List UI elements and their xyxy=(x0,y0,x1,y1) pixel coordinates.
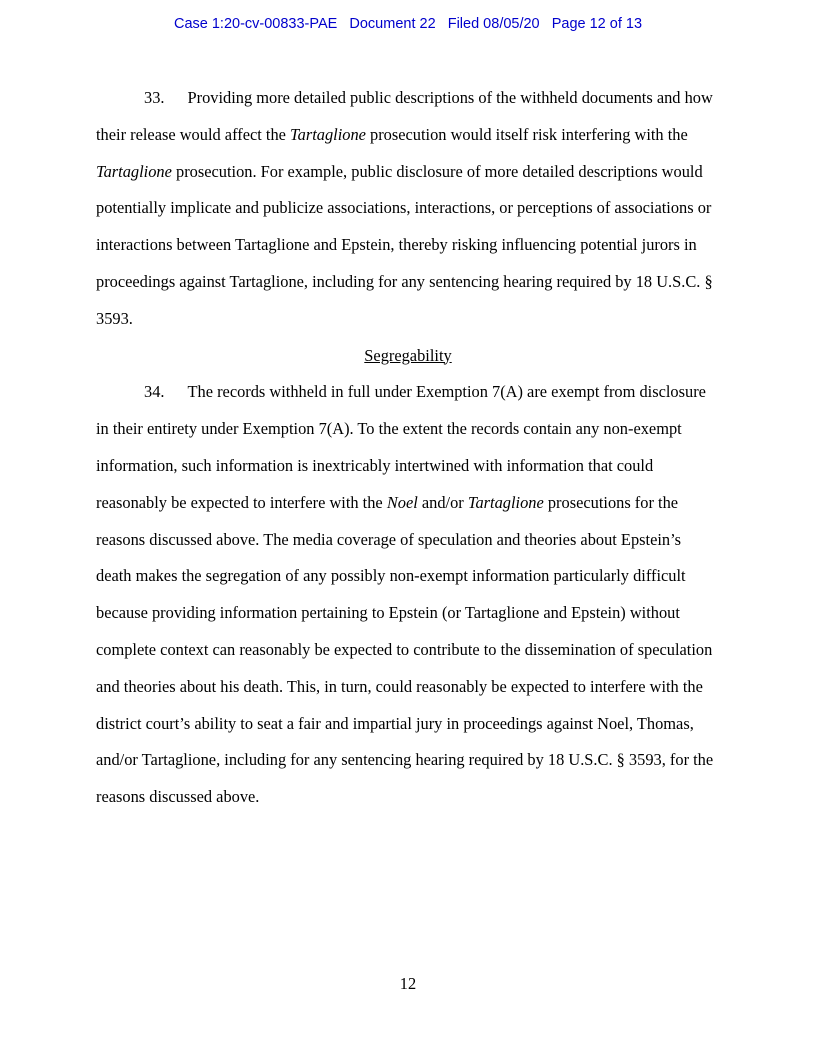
case-name-italic: Tartaglione xyxy=(96,161,172,181)
document-body xyxy=(96,80,720,816)
text-segment: prosecution. For example, public disclosure of more detailed descriptions would potentially implicate and publicize associations, interactions, or perceptions of associations or interactions between Tartaglione and Epstein, thereby risking influencing potential jurors in proceedings against Tartaglione, including for any sentencing hearing required by 18 U.S.C. § 3593. xyxy=(96,161,713,328)
paragraph-number: 33. xyxy=(144,88,165,107)
section-heading xyxy=(96,338,720,375)
page-number: 12 xyxy=(399,974,417,993)
case-header: Case 1:20-cv-00833-PAE Document 22 Filed 08/05/20 Page 12 of 13 xyxy=(173,16,643,32)
text-segment: prosecution would itself risk interfering with the xyxy=(365,124,688,144)
case-name-italic: Noel xyxy=(386,492,418,512)
section-heading-text: Segregability xyxy=(364,345,452,365)
case-name-italic: Tartaglione xyxy=(467,492,544,512)
paragraph-33 xyxy=(96,80,720,338)
text-segment: prosecutions for the reasons discussed above. The media coverage of speculation and theories about Epstein’s death makes the segregation of any possibly non-exempt information particularly difficult because providing information pertaining to Epstein (or Tartaglione and Epstein) without complete context can reasonably be expected to contribute to the dissemination of speculation and theories about his death. This, in turn, could reasonably be expected to interfere with the district court’s ability to seat a fair and impartial jury in proceedings against Noel, Thomas, and/or Tartaglione, including for any sentencing hearing required by 18 U.S.C. § 3593, for the reasons discussed above. xyxy=(96,492,714,807)
case-name-italic: Tartaglione xyxy=(290,124,366,144)
text-segment: Providing more detailed public descriptions of the withheld documents and how their release would affect the xyxy=(96,88,713,144)
paragraph-number: 34. xyxy=(144,382,165,402)
text-segment: and/or xyxy=(417,492,468,512)
text-segment: The records withheld in full under Exemption 7(A) are exempt from disclosure in their entirety under Exemption 7(A). To the extent the records contain any non-exempt information, such information is inextricably intertwined with information that could reasonably be expected to interfere with the xyxy=(96,382,706,512)
paragraph-34 xyxy=(96,374,720,816)
